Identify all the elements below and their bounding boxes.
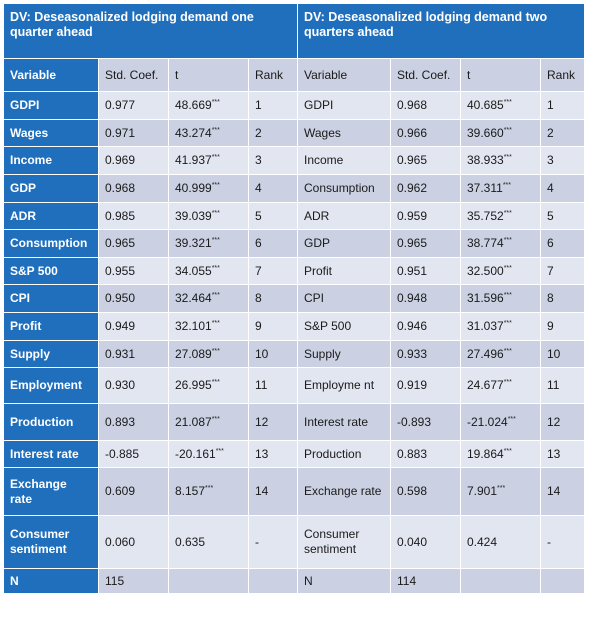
rank-left: 14 [249,468,298,516]
significance-stars: *** [503,447,512,455]
n-row [4,569,585,594]
significance-stars: *** [211,292,220,299]
variable-name-left: Consumption [4,230,99,258]
regression-table [3,3,585,594]
std-coef-right: 0.883 [391,441,461,468]
rank-left: 13 [249,441,298,468]
significance-stars: *** [503,237,512,244]
rank-left: 8 [249,285,298,313]
table-row [4,120,585,147]
std-coef-left: 0.971 [99,120,169,147]
t-value: 40.999 [175,181,212,195]
t-value: 32.464 [175,291,212,305]
table-row [4,92,585,120]
std-coef-right: 0.598 [391,468,461,516]
rank-left: 9 [249,313,298,341]
empty-cell [249,569,298,594]
rank-right: 4 [541,175,585,203]
variable-name-left: Wages [4,120,99,147]
t-stat-right [461,120,541,147]
significance-stars: *** [503,264,512,272]
table-row [4,404,585,441]
significance-stars: *** [502,182,511,189]
variable-name-right: Exchange rate [298,468,391,516]
significance-stars: *** [503,99,512,106]
t-value: 48.669 [175,98,212,112]
significance-stars: *** [503,126,512,134]
t-value: -20.161 [175,446,216,461]
variable-name-right: Consumer sentiment [298,516,391,569]
variable-name-right: Wages [298,120,391,147]
rank-right: 2 [541,120,585,147]
significance-stars: *** [503,154,512,161]
rank-right: 6 [541,230,585,258]
t-stat-left [169,468,249,516]
significance-stars: *** [211,237,220,244]
significance-stars: *** [211,264,220,272]
std-coef-right: 0.965 [391,230,461,258]
std-coef-left: -0.885 [99,441,169,468]
t-stat-right [461,175,541,203]
rank-left: 3 [249,147,298,175]
t-value: 39.660 [467,125,504,140]
col-coef-right: Std. Coef. [391,59,461,92]
variable-name-right: Employme nt [298,368,391,404]
rank-left: 10 [249,341,298,368]
empty-cell [169,569,249,594]
significance-stars: *** [211,379,220,386]
t-value: 0.424 [467,534,498,549]
variable-name-left: Interest rate [4,441,99,468]
t-stat-right [461,258,541,285]
std-coef-left: 0.968 [99,175,169,203]
significance-stars: *** [497,485,506,492]
std-coef-right: 0.948 [391,285,461,313]
rank-left: 6 [249,230,298,258]
variable-name-right: Income [298,147,391,175]
std-coef-right: 0.946 [391,313,461,341]
rank-left: 12 [249,404,298,441]
rank-right: 13 [541,441,585,468]
variable-name-right: GDP [298,230,391,258]
t-value: 38.933 [467,153,504,167]
variable-name-right: Consumption [298,175,391,203]
rank-right: 12 [541,404,585,441]
significance-stars: *** [211,415,220,423]
rank-left: - [249,516,298,569]
t-value: 31.596 [467,291,504,305]
significance-stars: *** [205,485,214,492]
t-value: 0.635 [175,534,206,549]
t-stat-right [461,341,541,368]
std-coef-left: 0.930 [99,368,169,404]
std-coef-right: 0.933 [391,341,461,368]
std-coef-right: -0.893 [391,404,461,441]
t-value: 43.274 [175,125,212,140]
empty-cell [541,569,585,594]
t-value: 34.055 [175,263,212,278]
t-stat-left [169,175,249,203]
std-coef-right: 0.919 [391,368,461,404]
t-stat-left [169,368,249,404]
table-row [4,341,585,368]
std-coef-right: 0.966 [391,120,461,147]
n-label-left: N [4,569,99,594]
t-stat-left [169,92,249,120]
std-coef-left: 0.950 [99,285,169,313]
variable-name-right: ADR [298,203,391,230]
variable-name-left: CPI [4,285,99,313]
rank-left: 2 [249,120,298,147]
std-coef-left: 0.985 [99,203,169,230]
t-stat-right [461,468,541,516]
rank-right: 9 [541,313,585,341]
significance-stars: *** [211,209,220,217]
col-t-left: t [169,59,249,92]
rank-right: 7 [541,258,585,285]
variable-name-left: GDPI [4,92,99,120]
n-label-right: N [298,569,391,594]
rank-left: 11 [249,368,298,404]
table-row [4,230,585,258]
std-coef-left: 0.060 [99,516,169,569]
rank-right: 14 [541,468,585,516]
t-value: 41.937 [175,153,212,167]
significance-stars: *** [211,320,220,327]
table-row [4,285,585,313]
t-stat-right [461,230,541,258]
t-stat-left [169,404,249,441]
rank-right: 11 [541,368,585,404]
std-coef-left: 0.949 [99,313,169,341]
std-coef-left: 0.977 [99,92,169,120]
t-value: 21.087 [175,414,212,429]
variable-name-left: ADR [4,203,99,230]
std-coef-right: 0.040 [391,516,461,569]
variable-name-left: Production [4,404,99,441]
t-stat-left [169,203,249,230]
significance-stars: *** [503,320,512,327]
rank-left: 7 [249,258,298,285]
std-coef-left: 0.609 [99,468,169,516]
t-stat-right [461,92,541,120]
table-row [4,516,585,569]
variable-name-right: Production [298,441,391,468]
table-row [4,175,585,203]
t-value: 32.101 [175,319,212,333]
significance-stars: *** [503,292,512,299]
t-stat-right [461,404,541,441]
t-value: 24.677 [467,378,504,392]
t-stat-left [169,147,249,175]
variable-name-left: S&P 500 [4,258,99,285]
panel-title-right: DV: Deseasonalized lodging demand two quarters ahead [298,4,585,59]
t-value: 39.321 [175,236,212,250]
t-value: 35.752 [467,208,504,223]
t-value: -21.024 [467,414,508,429]
std-coef-left: 0.955 [99,258,169,285]
empty-cell [461,569,541,594]
t-value: 26.995 [175,378,212,392]
variable-name-left: Consumer sentiment [4,516,99,569]
significance-stars: *** [507,415,516,423]
col-coef-left: Std. Coef. [99,59,169,92]
n-value-left: 115 [99,569,169,594]
std-coef-right: 0.968 [391,92,461,120]
panel-title-row [4,4,585,59]
significance-stars: *** [211,99,220,106]
t-stat-right [461,147,541,175]
t-stat-right [461,285,541,313]
t-stat-left [169,341,249,368]
variable-name-right: Profit [298,258,391,285]
t-stat-right [461,203,541,230]
t-value: 8.157 [175,484,206,498]
t-value: 38.774 [467,236,504,250]
t-stat-right [461,516,541,569]
table-row [4,468,585,516]
variable-name-right: CPI [298,285,391,313]
variable-name-left: Profit [4,313,99,341]
t-stat-left [169,120,249,147]
col-rank-left: Rank [249,59,298,92]
variable-name-right: GDPI [298,92,391,120]
variable-name-left: Exchange rate [4,468,99,516]
std-coef-right: 0.962 [391,175,461,203]
rank-right: 10 [541,341,585,368]
rank-left: 4 [249,175,298,203]
t-value: 27.089 [175,346,212,361]
std-coef-right: 0.959 [391,203,461,230]
std-coef-left: 0.965 [99,230,169,258]
n-value-right: 114 [391,569,461,594]
t-value: 19.864 [467,446,504,461]
significance-stars: *** [211,182,220,189]
t-value: 31.037 [467,319,504,333]
variable-name-right: S&P 500 [298,313,391,341]
t-stat-right [461,313,541,341]
table-row [4,441,585,468]
column-header-row [4,59,585,92]
significance-stars: *** [503,209,512,217]
t-stat-left [169,516,249,569]
significance-stars: *** [503,379,512,386]
rank-left: 1 [249,92,298,120]
t-value: 40.685 [467,98,504,112]
std-coef-left: 0.969 [99,147,169,175]
t-value: 27.496 [467,346,504,361]
table-row [4,313,585,341]
rank-left: 5 [249,203,298,230]
std-coef-left: 0.893 [99,404,169,441]
table-row [4,258,585,285]
rank-right: 1 [541,92,585,120]
variable-name-left: GDP [4,175,99,203]
significance-stars: *** [503,347,512,355]
col-t-right: t [461,59,541,92]
rank-right: 3 [541,147,585,175]
t-stat-right [461,368,541,404]
table-row [4,368,585,404]
table-row [4,147,585,175]
std-coef-right: 0.965 [391,147,461,175]
t-value: 39.039 [175,208,212,223]
rank-right: - [541,516,585,569]
variable-name-left: Income [4,147,99,175]
std-coef-right: 0.951 [391,258,461,285]
std-coef-left: 0.931 [99,341,169,368]
variable-name-left: Supply [4,341,99,368]
rank-right: 8 [541,285,585,313]
col-rank-right: Rank [541,59,585,92]
t-stat-left [169,230,249,258]
significance-stars: *** [211,347,220,355]
table-row [4,203,585,230]
t-value: 7.901 [467,484,498,498]
t-stat-left [169,441,249,468]
rank-right: 5 [541,203,585,230]
t-value: 37.311 [467,181,503,195]
variable-name-left: Employment [4,368,99,404]
variable-name-right: Interest rate [298,404,391,441]
variable-name-right: Supply [298,341,391,368]
t-stat-left [169,285,249,313]
significance-stars: *** [211,154,220,161]
t-stat-left [169,313,249,341]
t-value: 32.500 [467,263,504,278]
t-stat-left [169,258,249,285]
panel-title-left: DV: Deseasonalized lodging demand one quarter ahead [4,4,298,59]
significance-stars: *** [211,126,220,134]
significance-stars: *** [215,447,224,455]
col-variable-right: Variable [298,59,391,92]
t-stat-right [461,441,541,468]
col-variable-left: Variable [4,59,99,92]
